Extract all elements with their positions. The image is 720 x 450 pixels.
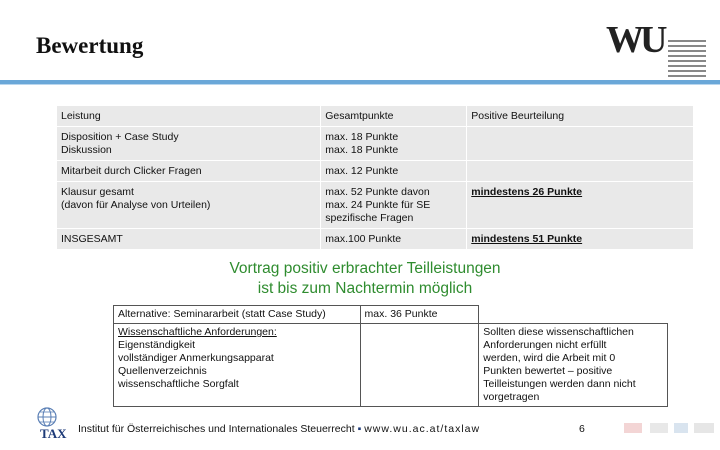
requirements-note: Sollten diese wissenschaftlichen Anforderungen nicht erfüllt werden, wird die Arbeit mit 0 Punkten bewertet – positive Teilleistungen werden dann nicht vorgetragen [479, 324, 668, 407]
cell-punkte: max. 12 Punkte [321, 161, 467, 182]
page-title: Bewertung [36, 33, 144, 58]
header-gesamtpunkte: Gesamtpunkte [321, 106, 467, 127]
alternative-label: Alternative: Seminararbeit (statt Case Study) [114, 306, 361, 324]
table-row [57, 229, 694, 250]
requirements-empty [360, 324, 479, 407]
requirements-row [114, 324, 668, 407]
cell-punkte: max. 18 Punkte max. 18 Punkte [321, 127, 467, 161]
cell-leistung: Disposition + Case Study Diskussion [57, 127, 321, 161]
page-number: 6 [579, 423, 585, 435]
institute-url[interactable]: www.wu.ac.at/taxlaw [364, 423, 481, 435]
alternative-row [114, 306, 668, 324]
globe-icon [36, 406, 58, 428]
retake-notice [130, 259, 600, 299]
footer-institute-line [78, 423, 480, 435]
cell-leistung: Mitarbeit durch Clicker Fragen [57, 161, 321, 182]
tax-logo: TAX [40, 426, 67, 441]
wu-logo [606, 19, 706, 74]
cell-positiv: mindestens 26 Punkte [467, 182, 694, 229]
table-header-row [57, 106, 694, 127]
retake-notice-line1: Vortrag positiv erbrachter Teilleistungen [229, 260, 501, 277]
requirements-cell [114, 324, 361, 407]
footer-separator: ▪ [357, 423, 362, 435]
table-row [57, 182, 694, 229]
table-row [57, 161, 694, 182]
institute-name: Institut für Österreichisches und Internationales Steuerrecht [78, 423, 355, 435]
header-divider-light [0, 84, 720, 85]
footer [0, 410, 720, 450]
wu-logo-textlines [668, 40, 706, 80]
cell-positiv [467, 127, 694, 161]
requirements-list: Eigenständigkeit vollständiger Anmerkungsapparat Quellenverzeichnis wissenschaftliche Sorgfalt [118, 339, 274, 390]
accreditation-logos [624, 419, 716, 437]
alternative-points: max. 36 Punkte [360, 306, 479, 324]
cell-leistung: INSGESAMT [57, 229, 321, 250]
header-leistung: Leistung [57, 106, 321, 127]
cell-punkte: max. 52 Punkte davon max. 24 Punkte für SE spezifische Fragen [321, 182, 467, 229]
alternative-empty [479, 306, 668, 324]
header-positive-beurteilung: Positive Beurteilung [467, 106, 694, 127]
cell-positiv [467, 161, 694, 182]
table-row [57, 127, 694, 161]
retake-notice-line2: ist bis zum Nachtermin möglich [257, 280, 473, 297]
cell-punkte: max.100 Punkte [321, 229, 467, 250]
wu-logo-mark: WU [606, 19, 664, 61]
cell-positiv: mindestens 51 Punkte [467, 229, 694, 250]
requirements-title: Wissenschaftliche Anforderungen: [118, 326, 277, 338]
cell-leistung: Klausur gesamt (davon für Analyse von Urteilen) [57, 182, 321, 229]
alternative-table [113, 305, 668, 407]
grading-table [56, 105, 694, 250]
